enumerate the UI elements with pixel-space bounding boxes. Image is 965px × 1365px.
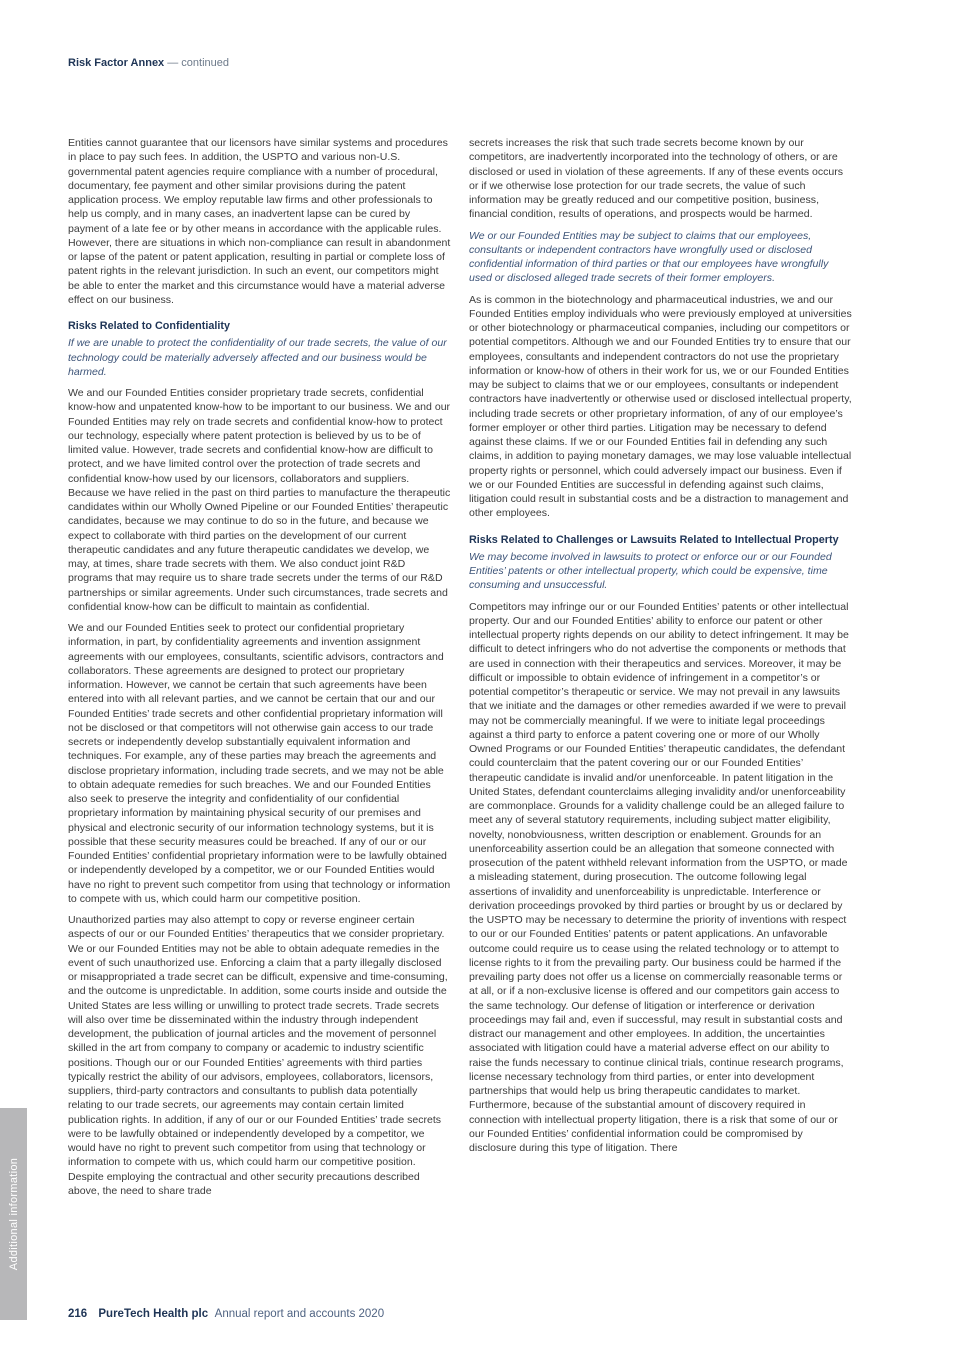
body-paragraph: Entities cannot guarantee that our licensors have similar systems and procedures in place to pay such fees. In addition, the USPTO and various non-U.S. governmental patent agencies require compliance with a number of procedural, documentary, fee payment and other similar provisions during the patent application process. We employ reputable law firms and other professionals to help us comply, and in many cases, an inadvertent lapse can be cured by payment of a late fee or by other means in accordance with the applicable rules. However, there are situations in which non-compliance can result in abandonment or lapse of the patent or patent application, resulting in partial or complete loss of patent rights in the relevant jurisdiction. In such an event, our competitors might be able to enter the market and this circumstance would have a material adverse effect on our business. xyxy=(68,137,451,306)
body-paragraph: secrets increases the risk that such trade secrets become known by our competitors, are inadvertently incorporated into the technology of others, or are disclosed or used in violation of these agreements. If any of these events occurs or if we otherwise lose protection for our trade secrets, the value of such information may be greatly reduced and our competitive position, business, financial condition, results of operations, and prospects would be harmed. xyxy=(469,137,844,221)
running-header xyxy=(68,57,229,69)
right-column xyxy=(469,136,853,1162)
section-continued: — continued xyxy=(167,57,230,69)
body-paragraph: We and our Founded Entities consider proprietary trade secrets, confidential know-how and unpatented know-how to be important to our business. We and our Founded Entities may rely on trade secrets and confidential know-how to protect our technology, especially where patent protection is believed by us to be of limited value. However, trade secrets and confidential know-how are difficult to protect, and we have limited control over the protection of trade secrets and confidential know-how used by our licensors, collaborators and suppliers. Because we have relied in the past on third parties to manufacture the therapeutic candidates within our Wholly Owned Pipeline or our Founded Entities’ therapeutic candidates, because we may continue to do so in the future, and because we expect to collaborate with third parties on the development of our current therapeutic candidates and any future therapeutic candidates we develop, we may, at times, share trade secrets with them. We also conduct joint R&D programs that may require us to share trade secrets under the terms of our R&D partnerships or similar agreements. Under such circumstances, trade secrets and confidential know-how can be difficult to maintain as confidential. xyxy=(68,387,451,613)
company-name: PureTech Health plc xyxy=(98,1308,209,1320)
side-section-tab xyxy=(0,1108,27,1320)
section-title: Risk Factor Annex xyxy=(68,57,165,69)
body-paragraph: As is common in the biotechnology and pharmaceutical industries, we and our Founded Entities employ individuals who were previously employed at universities or other biotechnology or pharmaceutical companies, including our competitors or potential competitors. Although we and our Founded Entities try to ensure that our employees, consultants and independent contractors do not use the proprietary information or know-how of others in their work for us, we or our Founded Entities may be subject to claims that we or our employees, consultants or independent contractors have inadvertently or otherwise used or disclosed intellectual property, including trade secrets or other proprietary information, of any of our employee’s former employer or other third parties. Litigation may be necessary to defend against these claims. If we or our Founded Entities fail in defending any such claims, in addition to paying monetary damages, we may lose valuable intellectual property rights or personnel, which could adversely impact our business. Even if we or our Founded Entities are successful in defending against such claims, litigation could result in substantial costs and be a distraction to management and other employees. xyxy=(469,293,852,520)
risk-title: We or our Founded Entities may be subject to claims that our employees, consultants or independent contractors have wrongfully used or disclosed confidential information of third parties or that our employees have wrongfully used or disclosed alleged trade secrets of their former employers. xyxy=(469,229,829,285)
page-footer xyxy=(68,1308,384,1320)
body-paragraph: Unauthorized parties may also attempt to copy or reverse engineer certain aspects of our or our Founded Entities’ therapeutics that we consider proprietary. We or our Founded Entities may not be able to obtain adequate remedies in the event of such unauthorized use. Enforcing a claim that a party illegally disclosed or misappropriated a trade secret can be difficult, expensive and time-consuming, and the outcome is unpredictable. In addition, some courts inside and outside the United States are less willing or unwilling to protect trade secrets. Trade secrets will also over time be disseminated within the industry through independent development, the publication of journal articles and the movement of personnel skilled in the art from company to company or academic to industry scientific positions. Though our or our Founded Entities’ agreements with third parties typically restrict the ability of our advisors, employees, collaborators, licensors, suppliers, third-party contractors and consultants to publish data potentially relating to our trade secrets, our agreements may contain certain limited publication rights. In addition, if any of our or our Founded Entities’ trade secrets were to be lawfully obtained or independently developed by a competitor, we would have no right to prevent such competitor from using that technology or information to compete with us, which could harm our competitive position. Despite employing the contractual and other security precautions described above, the need to share trade xyxy=(68,914,448,1197)
risk-title: If we are unable to protect the confidentiality of our trade secrets, the value of our technology could be materially adversely affected and our business would be harmed. xyxy=(68,337,447,378)
report-title: Annual report and accounts 2020 xyxy=(214,1308,385,1320)
body-paragraph: We and our Founded Entities seek to protect our confidential proprietary information, in part, by confidentiality agreements and invention assignment agreements with our employees, consultants, scientific advisors, contractors and collaborators. These agreements are designed to protect our proprietary information. However, we cannot be certain that such agreements have been entered into with all relevant parties, and we cannot be certain that our and our Founded Entities’ trade secrets and other confidential proprietary information will not be disclosed or that competitors will not otherwise gain access to our trade secrets or independently develop substantially equivalent information and techniques. For example, any of these parties may breach the agreements and disclose proprietary information, including trade secrets, and we may not be able to obtain adequate remedies for such breaches. We and our Founded Entities also seek to preserve the integrity and confidentiality of our confidential proprietary information by maintaining physical security of our premises and physical and electronic security of our information technology systems, but it is possible that these security measures could be breached. If any of our or our Founded Entities’ confidential proprietary information were to be lawfully obtained or independently developed by a competitor, we or our Founded Entities would have no right to prevent such competitor from using that technology or information to compete with us, which could harm our competitive position. xyxy=(68,622,451,905)
section-heading: Risks Related to Confidentiality xyxy=(68,320,230,332)
page-number: 216 xyxy=(68,1308,88,1320)
body-paragraph: Competitors may infringe our or our Founded Entities’ patents or other intellectual property. Our and our Founded Entities’ ability to enforce our patent or other intellectual property rights depends on our ability to detect infringement. It may be difficult to detect infringers who do not advertise the components or methods that are used in connection with their therapeutics and services. Moreover, it may be difficult or impossible to obtain evidence of infringement in a competitor’s or potential competitor’s therapeutic or service. We may not prevail in any lawsuits that we initiate and the damages or other remedies awarded if we were to prevail may not be commercially meaningful. If we were to initiate legal proceedings against a third party to enforce a patent covering one or more of our Wholly Owned Programs or our Founded Entities’ therapeutic candidates, the defendant could counterclaim that the patent covering our or our Founded Entities’ therapeutic candidate is invalid and/or unenforceable. In patent litigation in the United States, defendant counterclaims alleging invalidity and/or unenforceability are commonplace. Grounds for a validity challenge could be an alleged failure to meet any of several statutory requirements, including subject matter eligibility, novelty, nonobviousness, written description or enablement. Grounds for an unenforceability assertion could be an allegation that someone connected with prosecution of the patent withheld relevant information from the USPTO, or made a misleading statement, during prosecution. The outcome following legal assertions of invalidity and unenforceability is unpredictable. Interference or derivation proceedings provoked by third parties or brought by us or declared by the USPTO may be necessary to determine the priority of inventions with respect to our or our Founded Entities’ patents or patent applications. An unfavorable outcome could require us to cease using the related technology or to attempt to license rights to it from the prevailing party. Our business could be harmed if the prevailing party does not offer us a license on commercially reasonable terms or at all, or if a non-exclusive license is offered and our competitors gain access to the same technology. Our defense of litigation or interference or derivation proceedings may fail and, even if successful, may result in substantial costs and distract our management and other employees. In addition, the uncertainties associated with litigation could have a material adverse effect on our ability to raise the funds necessary to continue clinical trials, continue research programs, license necessary technology from third parties, or enter into development partnerships that would help us bring therapeutic candidates to market. Furthermore, because of the substantial amount of discovery required in connection with intellectual property litigation, there is a risk that some of our or our Founded Entities’ confidential information could be compromised by disclosure during this type of litigation. There xyxy=(469,600,849,1154)
risk-title: We may become involved in lawsuits to protect or enforce our or our Founded Entities’ patents or other intellectual property, which could be expensive, time consuming and unsuccessful. xyxy=(469,550,832,592)
side-tab-label: Additional information xyxy=(7,1157,20,1271)
left-column xyxy=(68,136,452,1205)
section-heading: Risks Related to Challenges or Lawsuits Related to Intellectual Property xyxy=(469,533,839,546)
